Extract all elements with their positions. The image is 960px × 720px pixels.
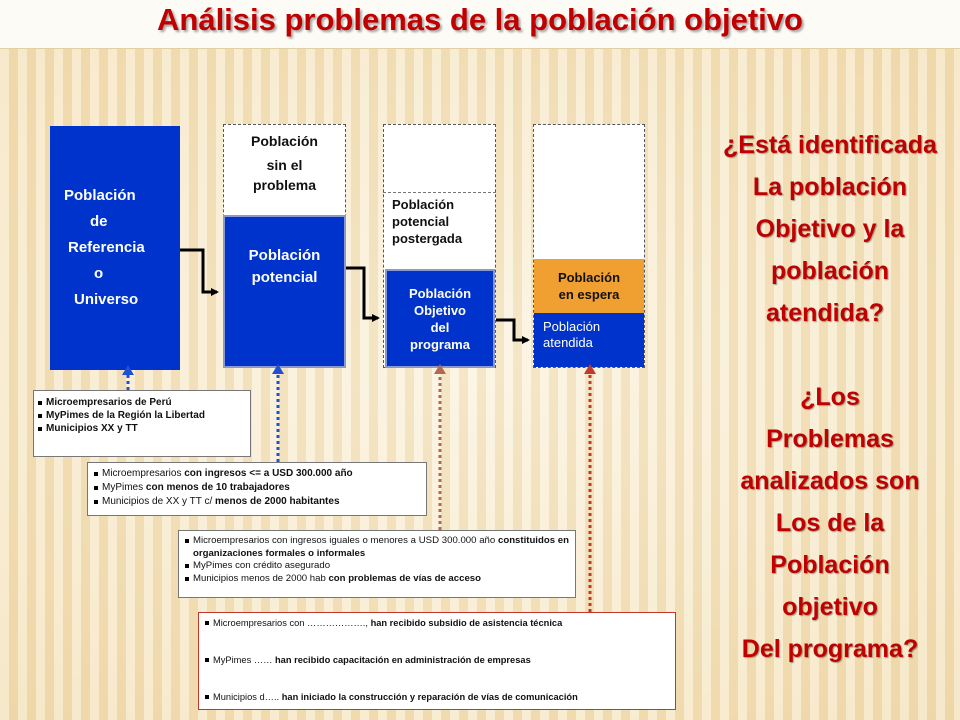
note4-text: Municipios d….. (213, 692, 282, 702)
question-line: objetivo (782, 593, 878, 621)
note1-item: Microempresarios de Perú (38, 396, 246, 409)
note2-text: MyPimes (102, 482, 146, 493)
note3-item (185, 573, 569, 586)
question-line: analizados son (740, 467, 920, 495)
referencia-line: de (90, 213, 108, 230)
question-line: Objetivo y la (755, 215, 905, 243)
note1-item: MyPimes de la Región la Libertad (38, 409, 246, 422)
question-line: ¿Está identificada (723, 131, 937, 159)
slide-title: Análisis problemas de la población objetivo (157, 2, 803, 37)
note2-text: Municipios de XX y TT c/ (102, 496, 216, 507)
note3-item (185, 560, 569, 573)
sin-problema-line: sin el (266, 157, 303, 173)
note4-text: MyPimes …… (213, 655, 275, 665)
question-line: Problemas (766, 425, 894, 453)
question-text (700, 124, 960, 670)
question-line: Población (770, 551, 890, 579)
potencial-line: potencial (251, 268, 318, 286)
note4-emph: han iniciado la construcción y reparación de vías de comunicación (281, 692, 578, 702)
question-line: ¿Los (800, 383, 860, 411)
referencia-line: Universo (74, 291, 139, 308)
atendida-line: Población (543, 319, 601, 334)
objetivo-line: Población (408, 285, 472, 301)
note2-item (94, 495, 422, 509)
objetivo-line: Objetivo (413, 302, 466, 318)
postergada-line: postergada (392, 231, 463, 246)
note4-item (205, 691, 669, 703)
question-line: La población (752, 173, 908, 201)
objetivo-line: del (430, 319, 450, 335)
sin-problema-line: problema (252, 177, 316, 193)
note-objetivo (178, 530, 576, 598)
note4-emph: han recibido capacitación en administración de empresas (274, 655, 531, 665)
note-atendida (198, 612, 676, 710)
note3-text: Municipios menos de 2000 hab (193, 572, 329, 584)
note2-item (94, 467, 422, 481)
note4-text: Microempresarios con ………………., (213, 618, 371, 628)
question-line (700, 334, 960, 376)
elbow-arrow-1 (180, 250, 217, 292)
note4-item (205, 617, 669, 629)
postergada-line: Población (392, 197, 455, 212)
note4-emph: han recibido subsidio de asistencia técnica (370, 618, 563, 628)
note-universo (33, 390, 251, 457)
question-line: población (770, 257, 890, 285)
note1-item: Municipios XX y TT (38, 422, 246, 435)
note2-item (94, 481, 422, 495)
sin-problema-line: Población (251, 133, 318, 149)
note4-item (205, 654, 669, 666)
postergada-line: potencial (392, 214, 450, 229)
question-line: Los de la (775, 509, 885, 537)
referencia-line: Población (64, 187, 136, 204)
potencial-line: Población (248, 246, 321, 264)
note3-text: MyPimes con crédito asegurado (193, 560, 331, 571)
note3-text: Microempresarios con ingresos iguales o menores a USD 300.000 año (193, 535, 498, 546)
question-line: atendida? (766, 299, 885, 327)
note-potencial (87, 462, 427, 516)
note2-emph: con menos de 10 trabajadores (145, 482, 290, 493)
objetivo-line: programa (410, 336, 470, 352)
note2-emph: menos de 2000 habitantes (215, 496, 340, 507)
elbow-arrow-2 (346, 268, 378, 318)
note3-item (185, 535, 569, 560)
question-line: Del programa? (741, 635, 919, 663)
espera-line: Población (557, 270, 621, 285)
atendida-line: atendida (543, 335, 593, 350)
note3-emph: constituidos en organizaciones formales o informales (193, 535, 569, 559)
referencia-line: o (94, 265, 104, 282)
elbow-arrow-3 (496, 320, 528, 340)
note3-emph: con problemas de vías de acceso (328, 572, 481, 584)
espera-line: en espera (558, 287, 620, 302)
note2-text: Microempresarios (102, 468, 185, 479)
note2-emph: con ingresos <= a USD 300.000 año (184, 468, 353, 479)
referencia-line: Referencia (68, 239, 145, 256)
